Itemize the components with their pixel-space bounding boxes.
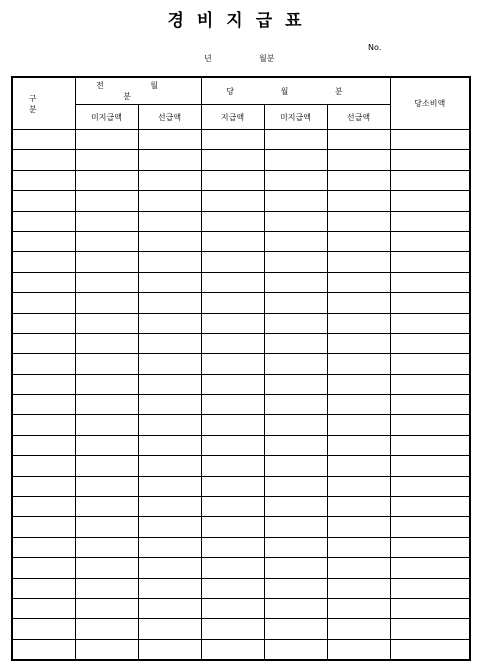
table-cell[interactable] bbox=[390, 170, 470, 190]
table-cell[interactable] bbox=[390, 374, 470, 394]
table-cell[interactable] bbox=[75, 435, 138, 455]
table-cell[interactable] bbox=[12, 354, 75, 374]
table-cell[interactable] bbox=[201, 537, 264, 557]
table-row bbox=[12, 415, 470, 435]
table-cell[interactable] bbox=[138, 395, 201, 415]
table-cell[interactable] bbox=[264, 191, 327, 211]
total-consumption-header: 당소비액 bbox=[390, 77, 470, 130]
document-title: 경비지급표 bbox=[167, 11, 315, 31]
table-cell[interactable] bbox=[12, 272, 75, 292]
table-row bbox=[12, 211, 470, 231]
table-cell[interactable] bbox=[390, 517, 470, 537]
table-row bbox=[12, 456, 470, 476]
table-cell[interactable] bbox=[390, 435, 470, 455]
table-cell[interactable] bbox=[12, 435, 75, 455]
period-year-label: 년 bbox=[204, 54, 212, 63]
table-cell[interactable] bbox=[201, 333, 264, 353]
table-cell[interactable] bbox=[138, 313, 201, 333]
table-cell[interactable] bbox=[138, 293, 201, 313]
table-row bbox=[12, 598, 470, 618]
table-cell[interactable] bbox=[75, 578, 138, 598]
table-cell[interactable] bbox=[327, 639, 390, 660]
table-cell[interactable] bbox=[12, 578, 75, 598]
table-cell[interactable] bbox=[390, 598, 470, 618]
table-cell[interactable] bbox=[12, 170, 75, 190]
table-cell[interactable] bbox=[327, 578, 390, 598]
table-cell[interactable] bbox=[390, 415, 470, 435]
table-cell[interactable] bbox=[264, 578, 327, 598]
table-cell[interactable] bbox=[327, 598, 390, 618]
table-cell[interactable] bbox=[201, 558, 264, 578]
table-cell[interactable] bbox=[264, 435, 327, 455]
table-cell[interactable] bbox=[138, 435, 201, 455]
table-cell[interactable] bbox=[201, 456, 264, 476]
table-cell[interactable] bbox=[264, 150, 327, 170]
table-cell[interactable] bbox=[201, 293, 264, 313]
table-row bbox=[12, 578, 470, 598]
table-cell[interactable] bbox=[327, 395, 390, 415]
table-body bbox=[12, 130, 470, 661]
table-cell[interactable] bbox=[390, 333, 470, 353]
table-cell[interactable] bbox=[390, 558, 470, 578]
table-cell[interactable] bbox=[201, 130, 264, 150]
table-cell[interactable] bbox=[12, 293, 75, 313]
table-cell[interactable] bbox=[327, 619, 390, 639]
table-cell[interactable] bbox=[12, 619, 75, 639]
table-cell[interactable] bbox=[138, 333, 201, 353]
table-cell[interactable] bbox=[390, 497, 470, 517]
table-cell[interactable] bbox=[138, 252, 201, 272]
table-cell[interactable] bbox=[75, 211, 138, 231]
table-cell[interactable] bbox=[327, 293, 390, 313]
table-cell[interactable] bbox=[264, 517, 327, 537]
table-cell[interactable] bbox=[390, 578, 470, 598]
table-cell[interactable] bbox=[138, 415, 201, 435]
table-cell[interactable] bbox=[390, 231, 470, 251]
table-cell[interactable] bbox=[12, 639, 75, 660]
table-cell[interactable] bbox=[75, 150, 138, 170]
table-cell[interactable] bbox=[264, 476, 327, 496]
prev-prepaid-header: 선급액 bbox=[138, 105, 201, 130]
table-cell[interactable] bbox=[75, 252, 138, 272]
table-cell[interactable] bbox=[12, 333, 75, 353]
table-cell[interactable] bbox=[75, 130, 138, 150]
table-cell[interactable] bbox=[264, 558, 327, 578]
table-cell[interactable] bbox=[264, 354, 327, 374]
table-cell[interactable] bbox=[138, 619, 201, 639]
current-paid-header: 지급액 bbox=[201, 105, 264, 130]
table-cell[interactable] bbox=[327, 191, 390, 211]
table-cell[interactable] bbox=[201, 476, 264, 496]
table-cell[interactable] bbox=[327, 130, 390, 150]
table-row bbox=[12, 619, 470, 639]
table-cell[interactable] bbox=[264, 211, 327, 231]
table-cell[interactable] bbox=[12, 497, 75, 517]
table-cell[interactable] bbox=[264, 497, 327, 517]
table-cell[interactable] bbox=[264, 293, 327, 313]
table-cell[interactable] bbox=[12, 252, 75, 272]
table-row bbox=[12, 150, 470, 170]
table-cell[interactable] bbox=[12, 231, 75, 251]
table-cell[interactable] bbox=[327, 333, 390, 353]
table-cell[interactable] bbox=[264, 313, 327, 333]
table-row bbox=[12, 354, 470, 374]
table-cell[interactable] bbox=[264, 619, 327, 639]
table-cell[interactable] bbox=[264, 231, 327, 251]
table-cell[interactable] bbox=[138, 517, 201, 537]
table-cell[interactable] bbox=[138, 211, 201, 231]
table-cell[interactable] bbox=[327, 231, 390, 251]
table-cell[interactable] bbox=[201, 435, 264, 455]
table-cell[interactable] bbox=[12, 456, 75, 476]
table-cell[interactable] bbox=[390, 619, 470, 639]
table-cell[interactable] bbox=[12, 476, 75, 496]
table-cell[interactable] bbox=[327, 252, 390, 272]
table-cell[interactable] bbox=[12, 211, 75, 231]
prev-month-header: 전 월 분 bbox=[75, 77, 201, 105]
table-row bbox=[12, 537, 470, 557]
table-cell[interactable] bbox=[327, 435, 390, 455]
table-cell[interactable] bbox=[12, 150, 75, 170]
table-cell[interactable] bbox=[390, 537, 470, 557]
table-cell[interactable] bbox=[390, 476, 470, 496]
table-cell[interactable] bbox=[138, 639, 201, 660]
table-cell[interactable] bbox=[327, 211, 390, 231]
table-cell[interactable] bbox=[390, 293, 470, 313]
table-cell[interactable] bbox=[327, 354, 390, 374]
table-cell[interactable] bbox=[138, 558, 201, 578]
table-cell[interactable] bbox=[12, 558, 75, 578]
table-row bbox=[12, 476, 470, 496]
table-cell[interactable] bbox=[138, 150, 201, 170]
table-cell[interactable] bbox=[327, 150, 390, 170]
table-cell[interactable] bbox=[138, 354, 201, 374]
table-cell[interactable] bbox=[201, 150, 264, 170]
table-cell[interactable] bbox=[327, 497, 390, 517]
table-cell[interactable] bbox=[264, 456, 327, 476]
table-row bbox=[12, 374, 470, 394]
table-cell[interactable] bbox=[201, 497, 264, 517]
table-cell[interactable] bbox=[264, 415, 327, 435]
table-cell[interactable] bbox=[201, 211, 264, 231]
prev-unpaid-header: 미지급액 bbox=[75, 105, 138, 130]
table-cell[interactable] bbox=[390, 211, 470, 231]
table-cell[interactable] bbox=[327, 517, 390, 537]
table-row bbox=[12, 435, 470, 455]
table-cell[interactable] bbox=[390, 313, 470, 333]
table-cell[interactable] bbox=[201, 374, 264, 394]
category-header: 구 분 bbox=[12, 77, 75, 130]
table-cell[interactable] bbox=[264, 170, 327, 190]
table-cell[interactable] bbox=[327, 558, 390, 578]
table-cell[interactable] bbox=[12, 517, 75, 537]
table-row bbox=[12, 497, 470, 517]
table-cell[interactable] bbox=[201, 272, 264, 292]
table-cell[interactable] bbox=[75, 293, 138, 313]
table-cell[interactable] bbox=[327, 537, 390, 557]
period-month-label: 월분 bbox=[259, 54, 275, 63]
table-row bbox=[12, 517, 470, 537]
table-cell[interactable] bbox=[327, 170, 390, 190]
doc-number-label: No. bbox=[368, 43, 382, 52]
table-row bbox=[12, 333, 470, 353]
table-cell[interactable] bbox=[327, 313, 390, 333]
table-cell[interactable] bbox=[327, 415, 390, 435]
table-cell[interactable] bbox=[12, 395, 75, 415]
table-cell[interactable] bbox=[75, 231, 138, 251]
table-cell[interactable] bbox=[264, 537, 327, 557]
table-cell[interactable] bbox=[327, 476, 390, 496]
table-cell[interactable] bbox=[201, 639, 264, 660]
table-cell[interactable] bbox=[390, 456, 470, 476]
table-cell[interactable] bbox=[264, 130, 327, 150]
table-cell[interactable] bbox=[201, 191, 264, 211]
table-row bbox=[12, 191, 470, 211]
table-row bbox=[12, 639, 470, 660]
table-cell[interactable] bbox=[75, 374, 138, 394]
table-cell[interactable] bbox=[201, 619, 264, 639]
table-row bbox=[12, 170, 470, 190]
table-cell[interactable] bbox=[201, 252, 264, 272]
table-row bbox=[12, 252, 470, 272]
current-prepaid-header: 선급액 bbox=[327, 105, 390, 130]
table-cell[interactable] bbox=[12, 191, 75, 211]
table-row bbox=[12, 313, 470, 333]
table-cell[interactable] bbox=[138, 598, 201, 618]
table-cell[interactable] bbox=[12, 130, 75, 150]
table-cell[interactable] bbox=[201, 313, 264, 333]
table-cell[interactable] bbox=[264, 598, 327, 618]
table-cell[interactable] bbox=[75, 415, 138, 435]
table-cell[interactable] bbox=[201, 598, 264, 618]
table-cell[interactable] bbox=[264, 639, 327, 660]
table-cell[interactable] bbox=[264, 395, 327, 415]
table-cell[interactable] bbox=[327, 456, 390, 476]
table-cell[interactable] bbox=[75, 497, 138, 517]
table-cell[interactable] bbox=[138, 272, 201, 292]
table-cell[interactable] bbox=[390, 395, 470, 415]
table-cell[interactable] bbox=[75, 537, 138, 557]
table-row bbox=[12, 293, 470, 313]
table-cell[interactable] bbox=[390, 252, 470, 272]
table-cell[interactable] bbox=[75, 313, 138, 333]
table-cell[interactable] bbox=[75, 333, 138, 353]
table-row bbox=[12, 130, 470, 150]
table-row bbox=[12, 272, 470, 292]
table-cell[interactable] bbox=[201, 354, 264, 374]
table-cell[interactable] bbox=[75, 598, 138, 618]
table-cell[interactable] bbox=[75, 395, 138, 415]
table-cell[interactable] bbox=[75, 354, 138, 374]
table-cell[interactable] bbox=[201, 170, 264, 190]
table-cell[interactable] bbox=[138, 191, 201, 211]
table-cell[interactable] bbox=[75, 170, 138, 190]
table-cell[interactable] bbox=[390, 272, 470, 292]
table-cell[interactable] bbox=[12, 313, 75, 333]
table-cell[interactable] bbox=[138, 231, 201, 251]
table-row bbox=[12, 558, 470, 578]
table-cell[interactable] bbox=[138, 130, 201, 150]
table-cell[interactable] bbox=[138, 374, 201, 394]
table-cell[interactable] bbox=[75, 272, 138, 292]
table-cell[interactable] bbox=[138, 456, 201, 476]
table-cell[interactable] bbox=[138, 537, 201, 557]
table-cell[interactable] bbox=[75, 558, 138, 578]
table-cell[interactable] bbox=[201, 415, 264, 435]
table-cell[interactable] bbox=[201, 395, 264, 415]
table-cell[interactable] bbox=[264, 252, 327, 272]
current-unpaid-header: 미지급액 bbox=[264, 105, 327, 130]
table-cell[interactable] bbox=[264, 374, 327, 394]
table-cell[interactable] bbox=[201, 578, 264, 598]
table-cell[interactable] bbox=[390, 191, 470, 211]
table-cell[interactable] bbox=[390, 150, 470, 170]
table-cell[interactable] bbox=[327, 272, 390, 292]
table-cell[interactable] bbox=[75, 476, 138, 496]
table-cell[interactable] bbox=[75, 517, 138, 537]
table-cell[interactable] bbox=[12, 374, 75, 394]
table-cell[interactable] bbox=[327, 374, 390, 394]
table-cell[interactable] bbox=[138, 578, 201, 598]
table-cell[interactable] bbox=[201, 517, 264, 537]
table-cell[interactable] bbox=[75, 191, 138, 211]
table-cell[interactable] bbox=[390, 130, 470, 150]
table-row bbox=[12, 395, 470, 415]
table-cell[interactable] bbox=[12, 598, 75, 618]
current-month-header: 당 월 분 bbox=[201, 77, 390, 105]
expense-table bbox=[11, 76, 471, 661]
table-cell[interactable] bbox=[75, 456, 138, 476]
table-cell[interactable] bbox=[12, 415, 75, 435]
table-cell[interactable] bbox=[264, 333, 327, 353]
table-cell[interactable] bbox=[201, 231, 264, 251]
table-cell[interactable] bbox=[390, 639, 470, 660]
table-cell[interactable] bbox=[75, 639, 138, 660]
table-cell[interactable] bbox=[138, 170, 201, 190]
table-cell[interactable] bbox=[264, 272, 327, 292]
table-row bbox=[12, 231, 470, 251]
table-cell[interactable] bbox=[75, 619, 138, 639]
table-cell[interactable] bbox=[390, 354, 470, 374]
table-cell[interactable] bbox=[138, 497, 201, 517]
table-cell[interactable] bbox=[12, 537, 75, 557]
table-cell[interactable] bbox=[138, 476, 201, 496]
